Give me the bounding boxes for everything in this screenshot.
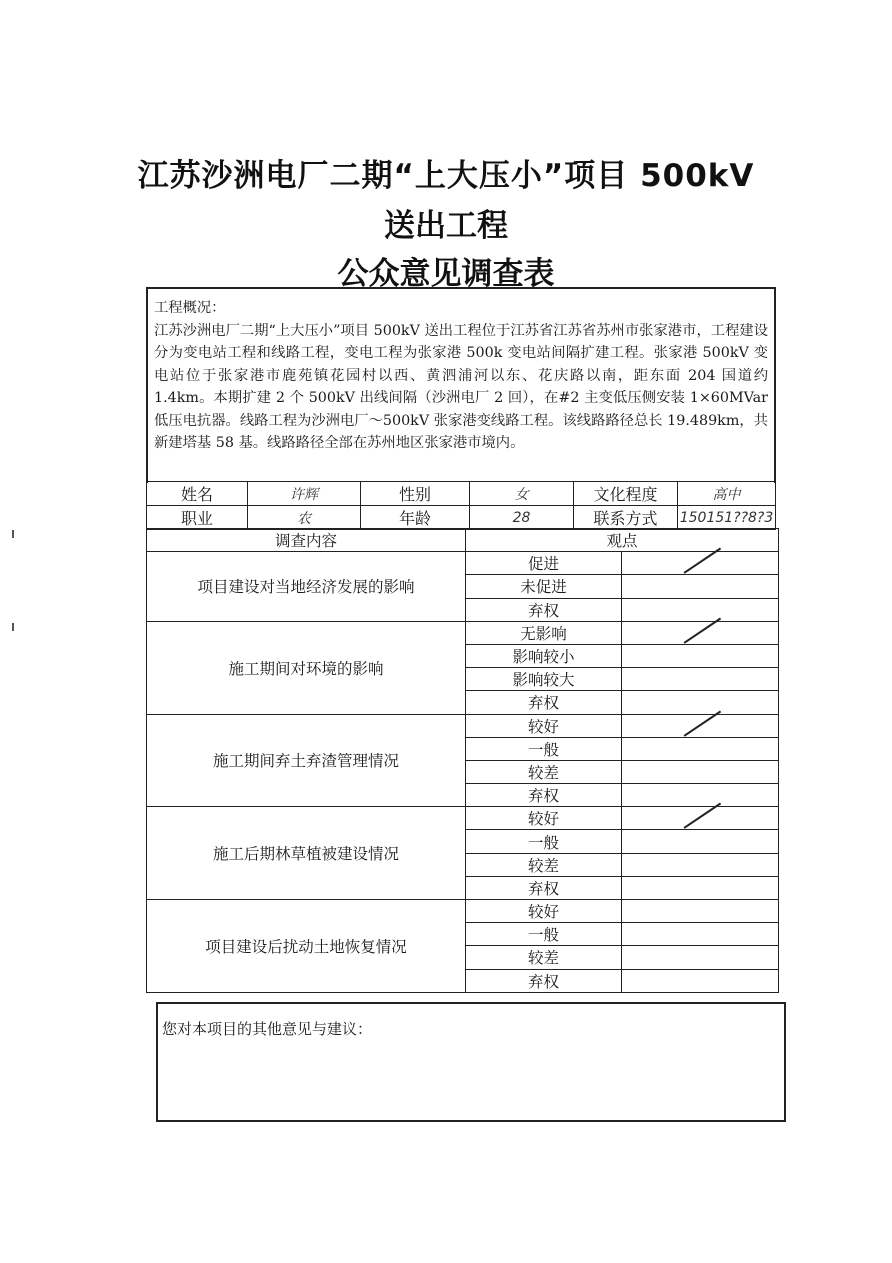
survey-checkbox-cell[interactable] (622, 784, 779, 807)
survey-checkbox-cell[interactable] (622, 552, 779, 575)
name-value[interactable]: 许辉 (248, 482, 361, 506)
occupation-value[interactable]: 农 (248, 506, 361, 530)
survey-checkbox-cell[interactable] (622, 575, 779, 598)
survey-option: 较好 (466, 900, 622, 923)
project-overview (146, 287, 776, 483)
check-mark-icon (684, 710, 721, 736)
education-label: 文化程度 (574, 482, 678, 506)
survey-question: 施工后期林草植被建设情况 (147, 807, 466, 900)
survey-checkbox-cell[interactable] (622, 807, 779, 830)
overview-label: 工程概况： (154, 300, 226, 316)
survey-option: 较差 (466, 946, 622, 969)
survey-row (147, 807, 779, 830)
age-label: 年龄 (361, 506, 470, 530)
survey-option: 较差 (466, 853, 622, 876)
survey-checkbox-cell[interactable] (622, 760, 779, 783)
survey-row (147, 552, 779, 575)
header-opinion: 观点 (466, 529, 779, 552)
education-value[interactable]: 高中 (678, 482, 776, 506)
survey-option: 弃权 (466, 598, 622, 621)
age-value[interactable]: 28 (470, 506, 574, 530)
survey-checkbox-cell[interactable] (622, 691, 779, 714)
survey-checkbox-cell[interactable] (622, 900, 779, 923)
survey-option: 影响较大 (466, 668, 622, 691)
form-title-line3: 公众意见调查表 (337, 256, 555, 292)
survey-option: 较差 (466, 760, 622, 783)
occupation-label: 职业 (147, 506, 248, 530)
survey-question: 施工期间对环境的影响 (147, 621, 466, 714)
gender-label: 性别 (361, 482, 470, 506)
name-label: 姓名 (147, 482, 248, 506)
survey-option: 影响较小 (466, 644, 622, 667)
contact-value[interactable]: 150151??8?3 (678, 506, 776, 530)
survey-checkbox-cell[interactable] (622, 923, 779, 946)
scan-edge-mark (12, 530, 14, 538)
form-title-line1: 江苏沙洲电厂二期“上大压小”项目 500kV (137, 158, 755, 194)
survey-option: 一般 (466, 737, 622, 760)
check-mark-icon (684, 617, 721, 643)
survey-option: 较好 (466, 714, 622, 737)
survey-option: 一般 (466, 923, 622, 946)
survey-row (147, 900, 779, 923)
survey-checkbox-cell[interactable] (622, 876, 779, 899)
survey-row (147, 714, 779, 737)
contact-label: 联系方式 (574, 506, 678, 530)
survey-row (147, 621, 779, 644)
survey-option: 促进 (466, 552, 622, 575)
survey-option: 未促进 (466, 575, 622, 598)
check-mark-icon (684, 803, 721, 829)
survey-option: 弃权 (466, 876, 622, 899)
survey-checkbox-cell[interactable] (622, 644, 779, 667)
survey-option: 弃权 (466, 969, 622, 992)
gender-value[interactable]: 女 (470, 482, 574, 506)
respondent-info-table (146, 481, 776, 530)
survey-checkbox-cell[interactable] (622, 714, 779, 737)
scan-edge-mark (12, 623, 14, 631)
survey-checkbox-cell[interactable] (622, 621, 779, 644)
survey-option: 弃权 (466, 691, 622, 714)
survey-question: 施工期间弃土弃渣管理情况 (147, 714, 466, 807)
survey-checkbox-cell[interactable] (622, 830, 779, 853)
survey-checkbox-cell[interactable] (622, 969, 779, 992)
form-title-line2: 送出工程 (384, 208, 508, 244)
survey-option: 无影响 (466, 621, 622, 644)
survey-option: 较好 (466, 807, 622, 830)
survey-checkbox-cell[interactable] (622, 668, 779, 691)
survey-checkbox-cell[interactable] (622, 853, 779, 876)
comments-box[interactable] (156, 1002, 786, 1122)
survey-option: 一般 (466, 830, 622, 853)
survey-question: 项目建设对当地经济发展的影响 (147, 552, 466, 622)
survey-checkbox-cell[interactable] (622, 946, 779, 969)
header-survey-content: 调查内容 (147, 529, 466, 552)
check-mark-icon (684, 548, 721, 574)
survey-checkbox-cell[interactable] (622, 737, 779, 760)
overview-text: 江苏沙洲电厂二期“上大压小”项目 500kV 送出工程位于江苏省江苏省苏州市张家港市，工程建设分为变电站工程和线路工程，变电工程为张家港 500k 变电站间隔扩建工程。张家港 500kV 变电站位于张家港市鹿苑镇花园村以西、黄泗浦河以东、花庆路以南，距东面 204 国道约 1.4km。本期扩建 2 个 500kV 出线间隔（沙洲电厂 2 回），在#2 主变低压侧安装 1×60MVar 低压电抗器。线路工程为沙洲电厂～500kV 张家港变线路工程。该线路路径总长 19.489km，共新建塔基 58 基。线路路径全部在苏州地区张家港市境内。 (154, 322, 768, 451)
comments-label: 您对本项目的其他意见与建议： (162, 1020, 373, 1038)
survey-checkbox-cell[interactable] (622, 598, 779, 621)
survey-question: 项目建设后扰动土地恢复情况 (147, 900, 466, 993)
survey-option: 弃权 (466, 784, 622, 807)
survey-table (146, 528, 779, 993)
